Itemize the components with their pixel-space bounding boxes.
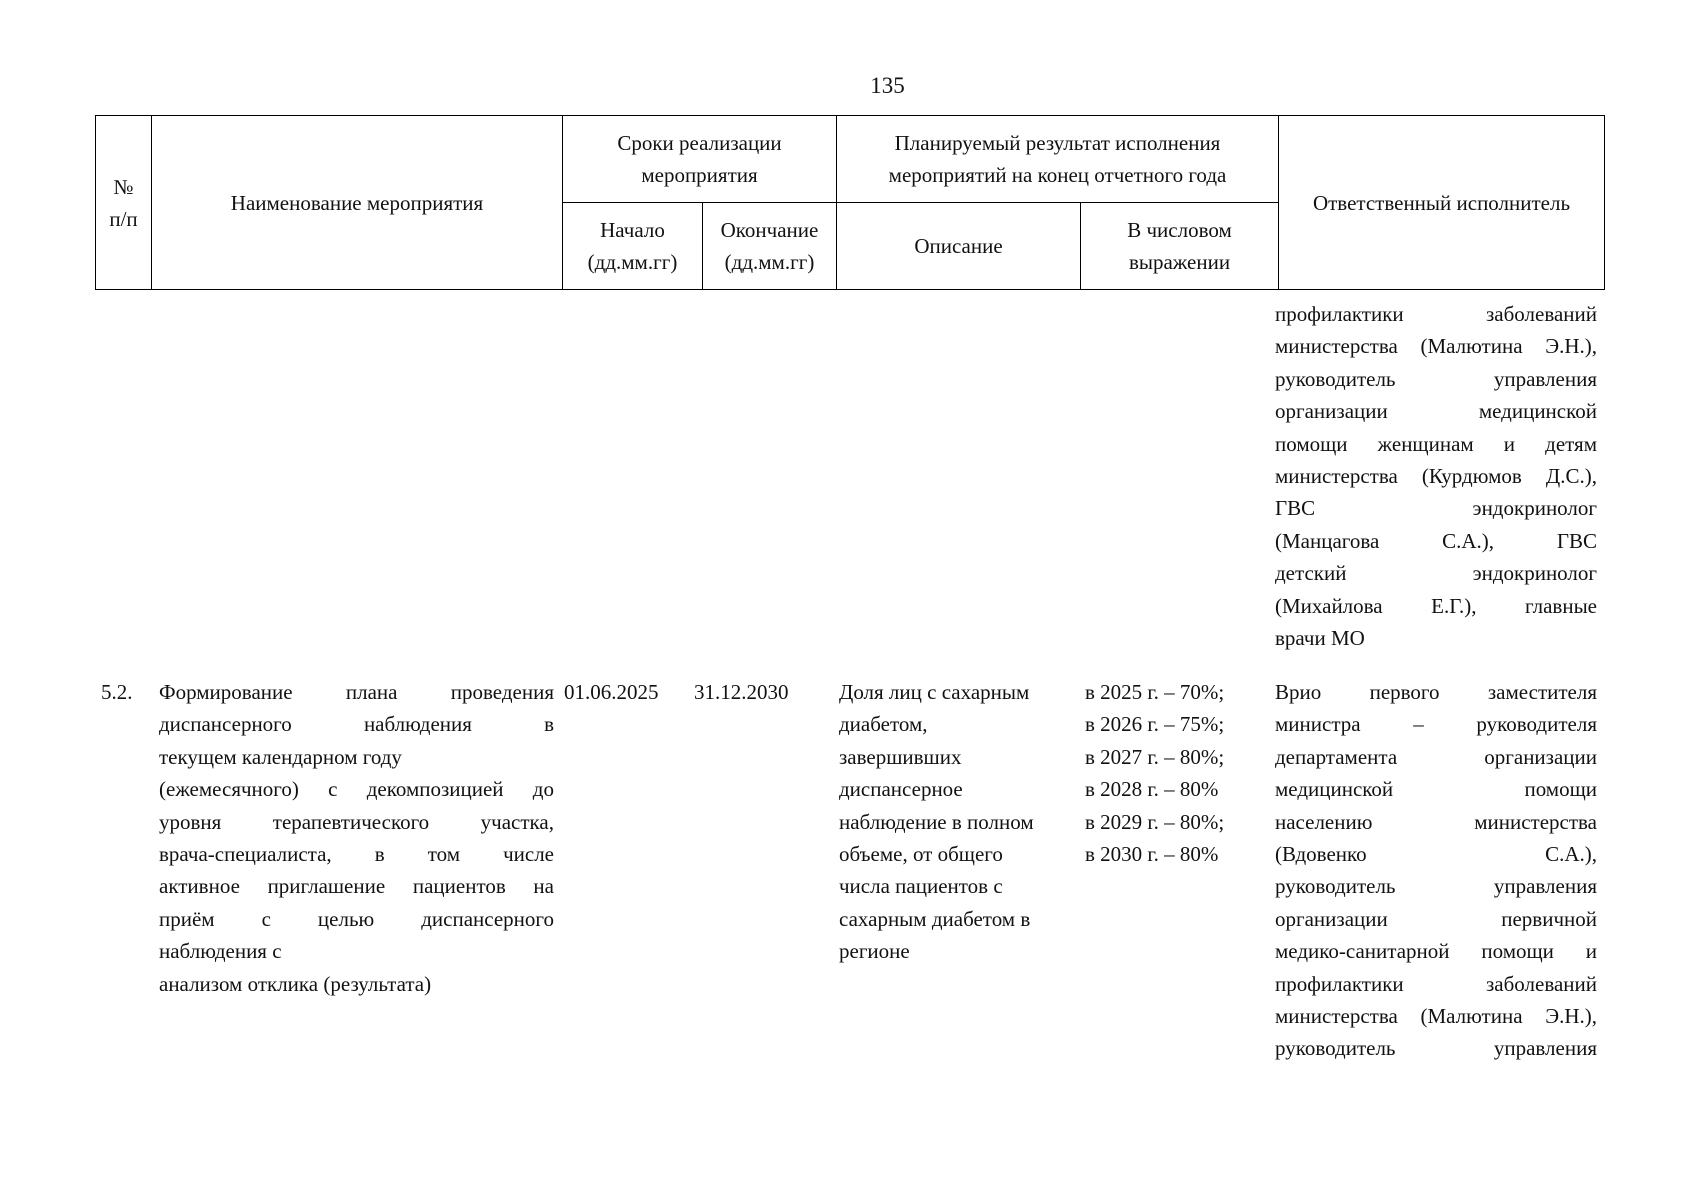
text-line: медико-санитарной помощи и: [1275, 939, 1597, 964]
text-line: регионе: [839, 939, 910, 964]
text-line: детский эндокринолог: [1275, 561, 1597, 586]
text-line: в 2027 г. – 80%;: [1085, 744, 1225, 769]
text-line: в 2028 г. – 80%: [1085, 777, 1219, 802]
text-line: (Манцагова С.А.), ГВС: [1275, 528, 1597, 553]
text-line: профилактики заболеваний: [1275, 302, 1597, 326]
header-num: № п/п: [96, 116, 152, 290]
text-line: диспансерного наблюдения в: [159, 712, 554, 737]
page-number: 135: [870, 73, 905, 98]
text-line: сахарным диабетом в: [839, 906, 1031, 931]
text-line: врачи МО: [1275, 626, 1365, 651]
row-description: [839, 676, 1074, 968]
row-start-date: 01.06.2025: [564, 680, 659, 704]
text-line: населению министерства: [1275, 809, 1597, 834]
text-line: департамента организации: [1275, 744, 1597, 769]
text-line: числа пациентов с: [839, 874, 1003, 899]
row-numeric: [1085, 676, 1255, 870]
text-line: наблюдения с: [159, 939, 282, 964]
text-line: ГВС эндокринолог: [1275, 496, 1597, 521]
text-line: руководитель управления: [1275, 366, 1597, 391]
text-line: текущем календарном году: [159, 744, 402, 769]
text-line: приём с целью диспансерного: [159, 906, 554, 931]
text-line: завершивших: [839, 744, 962, 769]
header-name: Наименование мероприятия: [152, 116, 563, 290]
text-line: в 2030 г. – 80%: [1085, 842, 1219, 867]
continuation-responsible: [1275, 298, 1597, 654]
text-line: активное приглашение пациентов на: [159, 874, 554, 899]
text-line: в 2025 г. – 70%;: [1085, 680, 1225, 704]
text-line: Врио первого заместителя: [1275, 680, 1597, 704]
text-line: диабетом,: [839, 712, 928, 737]
text-line: профилактики заболеваний: [1275, 971, 1597, 996]
text-line: руководитель управления: [1275, 874, 1597, 899]
text-line: министерства (Малютина Э.Н.),: [1275, 1004, 1597, 1029]
header-end: Окончание (дд.мм.гг): [703, 203, 837, 290]
text-line: министерства (Малютина Э.Н.),: [1275, 334, 1597, 359]
text-line: Доля лиц с сахарным: [839, 680, 1030, 704]
row-name: [159, 676, 554, 1000]
text-line: медицинской помощи: [1275, 777, 1597, 802]
row-responsible: [1275, 676, 1597, 1065]
text-line: в 2029 г. – 80%;: [1085, 809, 1225, 834]
text-line: руководитель управления: [1275, 1036, 1597, 1061]
text-line: организации первичной: [1275, 906, 1597, 931]
text-line: (Вдовенко С.А.),: [1275, 842, 1597, 867]
text-line: уровня терапевтического участка,: [159, 809, 554, 834]
text-line: объеме, от общего: [839, 842, 1003, 867]
header-description: Описание: [837, 203, 1081, 290]
table-header: [95, 115, 1605, 290]
header-start: Начало (дд.мм.гг): [563, 203, 703, 290]
header-terms: Сроки реализации мероприятия: [563, 116, 837, 203]
text-line: помощи женщинам и детям: [1275, 431, 1597, 456]
text-line: организации медицинской: [1275, 399, 1597, 424]
text-line: врача-специалиста, в том числе: [159, 842, 554, 867]
text-line: (Михайлова Е.Г.), главные: [1275, 593, 1597, 618]
text-line: Формирование плана проведения: [159, 680, 554, 704]
text-line: (ежемесячного) с декомпозицией до: [159, 777, 554, 802]
header-result: Планируемый результат исполнения мероприятий на конец отчетного года: [837, 116, 1279, 203]
text-line: министра – руководителя: [1275, 712, 1597, 737]
text-line: наблюдение в полном: [839, 809, 1034, 834]
text-line: диспансерное: [839, 777, 963, 802]
row-number: 5.2.: [101, 680, 133, 704]
text-line: анализом отклика (результата): [159, 971, 432, 996]
row-end-date: 31.12.2030: [694, 680, 789, 704]
header-numeric: В числовом выражении: [1081, 203, 1279, 290]
header-responsible: Ответственный исполнитель: [1279, 116, 1605, 290]
text-line: министерства (Курдюмов Д.С.),: [1275, 464, 1597, 489]
text-line: в 2026 г. – 75%;: [1085, 712, 1225, 737]
